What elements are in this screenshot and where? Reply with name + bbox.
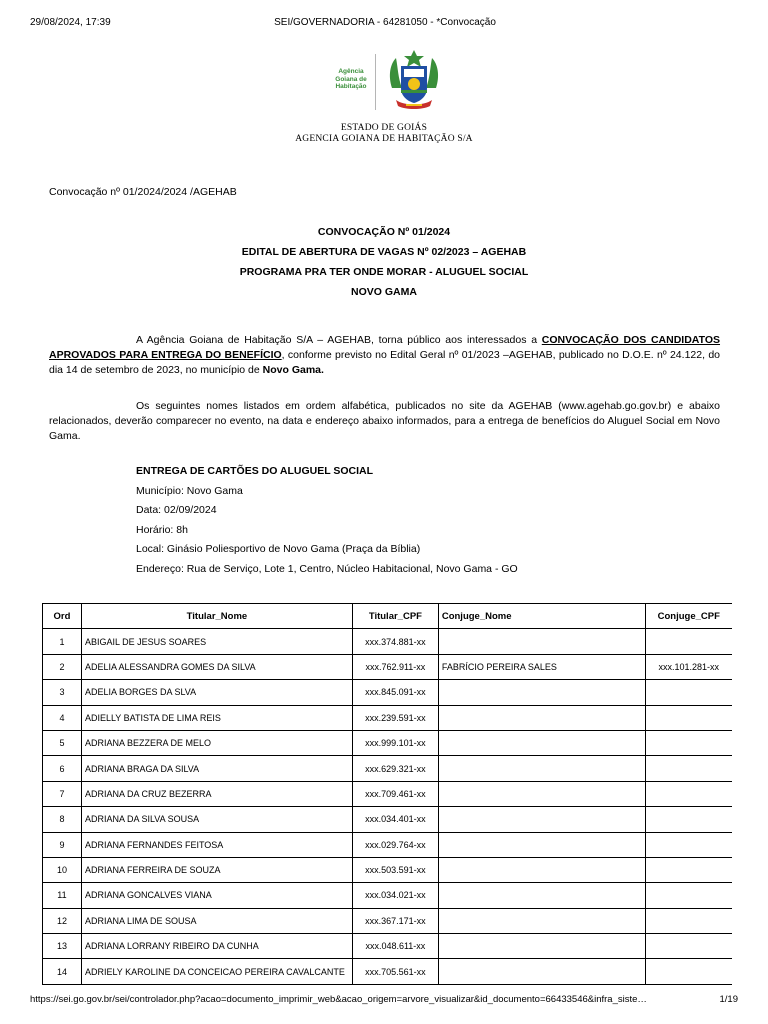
event-address: Endereço: Rua de Serviço, Lote 1, Centro, Núcleo Habitacional, Novo Gama - GO [136, 562, 518, 575]
event-location: Local: Ginásio Poliesportivo de Novo Gama (Praça da Bíblia) [136, 543, 421, 556]
cell-titular-nome: ADRIANA DA CRUZ BEZERRA [81, 781, 352, 806]
cell-ord: 6 [43, 756, 82, 781]
organization-heading [0, 123, 768, 145]
cell-titular-cpf: xxx.503.591-xx [352, 857, 438, 882]
cell-titular-cpf: xxx.034.401-xx [352, 807, 438, 832]
cell-titular-nome: ADRIANA DA SILVA SOUSA [81, 807, 352, 832]
header-conjuge-cpf: Conjuge_CPF [645, 604, 732, 629]
cell-titular-cpf: xxx.709.461-xx [352, 781, 438, 806]
table-header-row [43, 604, 733, 629]
cell-conjuge-cpf [645, 934, 732, 959]
document-id: Convocação nº 01/2024/2024 /AGEHAB [49, 186, 237, 198]
cell-conjuge-cpf [645, 883, 732, 908]
cell-titular-nome: ADRIELY KAROLINE DA CONCEICAO PEREIRA CAVALCANTE [81, 959, 352, 984]
document-titles [0, 225, 768, 305]
header-titular-nome: Titular_Nome [81, 604, 352, 629]
cell-titular-cpf: xxx.029.764-xx [352, 832, 438, 857]
table-row [43, 756, 733, 781]
print-footer [30, 994, 738, 1008]
cell-titular-cpf: xxx.367.171-xx [352, 908, 438, 933]
header-conjuge-nome: Conjuge_Nome [438, 604, 645, 629]
cell-conjuge-cpf [645, 680, 732, 705]
title-edital: EDITAL DE ABERTURA DE VAGAS Nº 02/2023 – AGEHAB [241, 246, 527, 258]
cell-conjuge-cpf [645, 908, 732, 933]
cell-conjuge-cpf [645, 781, 732, 806]
header-titular-cpf: Titular_CPF [352, 604, 438, 629]
cell-ord: 7 [43, 781, 82, 806]
cell-conjuge-nome [438, 756, 645, 781]
cell-conjuge-nome [438, 680, 645, 705]
cell-ord: 14 [43, 959, 82, 984]
cell-titular-cpf: xxx.999.101-xx [352, 730, 438, 755]
cell-conjuge-nome [438, 705, 645, 730]
header-ord: Ord [43, 604, 82, 629]
table-row [43, 680, 733, 705]
table-row [43, 654, 733, 679]
cell-conjuge-nome [438, 959, 645, 984]
table-body [43, 629, 733, 984]
cell-titular-nome: ADRIANA FERREIRA DE SOUZA [81, 857, 352, 882]
cell-conjuge-cpf [645, 705, 732, 730]
paragraph-instructions-text: Os seguintes nomes listados em ordem alfabética, publicados no site da AGEHAB (www.agehab.go.gov.br) e abaixo relacionados, deverão comparecer no evento, na data e endereço abaixo informados, para a entrega de benefícios do Aluguel Social em Novo Gama. [49, 400, 720, 442]
cell-ord: 8 [43, 807, 82, 832]
table-row [43, 629, 733, 654]
cell-conjuge-nome [438, 807, 645, 832]
cell-titular-cpf: xxx.048.611-xx [352, 934, 438, 959]
cell-conjuge-cpf [645, 857, 732, 882]
logo-text-line: Habitação [335, 83, 367, 90]
cell-titular-nome: ADRIANA LIMA DE SOUSA [81, 908, 352, 933]
cell-titular-nome: ADRIANA LORRANY RIBEIRO DA CUNHA [81, 934, 352, 959]
paragraph-intro-text: A Agência Goiana de Habitação S/A – AGEHAB, torna público aos interessados a [136, 334, 542, 346]
cell-conjuge-nome [438, 908, 645, 933]
cell-titular-cpf: xxx.629.321-xx [352, 756, 438, 781]
cell-titular-nome: ADELIA BORGES DA SLVA [81, 680, 352, 705]
table-row [43, 857, 733, 882]
paragraph-instructions [49, 399, 720, 444]
agehab-logo-text [330, 68, 372, 91]
print-page-title: SEI/GOVERNADORIA - 64281050 - *Convocação [274, 17, 496, 28]
cell-conjuge-nome: FABRÍCIO PEREIRA SALES [438, 654, 645, 679]
table-row [43, 883, 733, 908]
agehab-logo [330, 48, 438, 114]
print-url: https://sei.go.gov.br/sei/controlador.php?acao=documento_imprimir_web&acao_origem=arvore_visualizar&id_documento=66433546&infra_siste… [30, 994, 647, 1005]
cell-conjuge-cpf [645, 832, 732, 857]
title-municipio: NOVO GAMA [351, 286, 417, 298]
event-details [136, 464, 518, 582]
title-convocacao: CONVOCAÇÃO Nº 01/2024 [317, 226, 451, 238]
table-row [43, 781, 733, 806]
cell-ord: 1 [43, 629, 82, 654]
cell-ord: 4 [43, 705, 82, 730]
cell-titular-cpf: xxx.705.561-xx [352, 959, 438, 984]
cell-ord: 3 [43, 680, 82, 705]
cell-ord: 9 [43, 832, 82, 857]
cell-ord: 2 [43, 654, 82, 679]
table-row [43, 730, 733, 755]
event-title: ENTREGA DE CARTÕES DO ALUGUEL SOCIAL [136, 465, 374, 477]
cell-conjuge-nome [438, 934, 645, 959]
paragraph-intro-city: Novo Gama. [262, 364, 324, 376]
cell-titular-cpf: xxx.034.021-xx [352, 883, 438, 908]
cell-conjuge-cpf [645, 807, 732, 832]
cell-conjuge-cpf [645, 959, 732, 984]
paragraph-intro [49, 333, 720, 378]
logo-text-line: Agência [338, 68, 364, 75]
cell-ord: 10 [43, 857, 82, 882]
cell-conjuge-nome [438, 832, 645, 857]
cell-conjuge-nome [438, 883, 645, 908]
cell-conjuge-cpf [645, 629, 732, 654]
cell-titular-cpf: xxx.374.881-xx [352, 629, 438, 654]
cell-titular-nome: ADRIANA BEZZERA DE MELO [81, 730, 352, 755]
goias-coat-of-arms-icon [386, 48, 442, 112]
table-row [43, 705, 733, 730]
table-row [43, 807, 733, 832]
cell-conjuge-nome [438, 781, 645, 806]
table-row [43, 959, 733, 984]
logo-text-line: Goiana de [335, 75, 367, 83]
cell-conjuge-cpf [645, 756, 732, 781]
cell-ord: 13 [43, 934, 82, 959]
cell-titular-cpf: xxx.239.591-xx [352, 705, 438, 730]
cell-titular-cpf: xxx.762.911-xx [352, 654, 438, 679]
table-row [43, 832, 733, 857]
event-municipio: Município: Novo Gama [136, 484, 243, 497]
table-row [43, 934, 733, 959]
print-page-number: 1/19 [719, 994, 738, 1005]
cell-ord: 5 [43, 730, 82, 755]
cell-titular-nome: ADRIANA GONCALVES VIANA [81, 883, 352, 908]
cell-conjuge-cpf: xxx.101.281-xx [645, 654, 732, 679]
cell-titular-nome: ADIELLY BATISTA DE LIMA REIS [81, 705, 352, 730]
cell-conjuge-nome [438, 857, 645, 882]
print-header [30, 17, 740, 31]
cell-ord: 11 [43, 883, 82, 908]
cell-conjuge-nome [438, 629, 645, 654]
cell-titular-nome: ADELIA ALESSANDRA GOMES DA SILVA [81, 654, 352, 679]
logo-divider [375, 54, 376, 110]
beneficiaries-table [42, 603, 732, 985]
cell-titular-nome: ABIGAIL DE JESUS SOARES [81, 629, 352, 654]
cell-titular-nome: ADRIANA BRAGA DA SILVA [81, 756, 352, 781]
org-agency: AGENCIA GOIANA DE HABITAÇÃO S/A [295, 134, 473, 144]
event-date: Data: 02/09/2024 [136, 504, 217, 517]
print-datetime: 29/08/2024, 17:39 [30, 17, 111, 28]
cell-conjuge-nome [438, 730, 645, 755]
cell-titular-nome: ADRIANA FERNANDES FEITOSA [81, 832, 352, 857]
cell-ord: 12 [43, 908, 82, 933]
event-time: Horário: 8h [136, 523, 188, 536]
cell-conjuge-cpf [645, 730, 732, 755]
title-programa: PROGRAMA PRA TER ONDE MORAR - ALUGUEL SOCIAL [239, 266, 529, 278]
paragraph-intro-middle: , conforme previsto no Edital Geral nº 01/2023 –AGEHAB, publicado no D.O.E. nº 24.122, do dia 14 de setembro de 2023, no município de [49, 349, 721, 376]
cell-titular-cpf: xxx.845.091-xx [352, 680, 438, 705]
paragraph-intro-highlight: CONVOCAÇÃO DOS CANDIDATOS APROVADOS PARA ENTREGA DO BENEFÍCIO [49, 334, 721, 361]
table-row [43, 908, 733, 933]
org-state: ESTADO DE GOIÁS [340, 123, 428, 133]
